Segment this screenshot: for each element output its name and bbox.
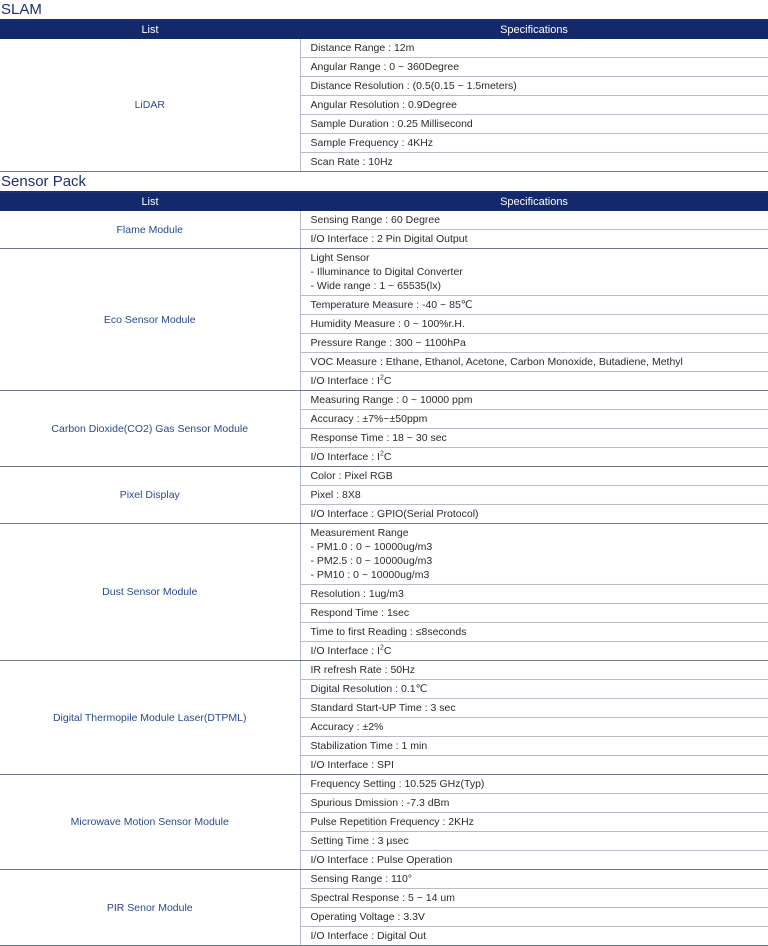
- spec-cell: Time to first Reading : ≤8seconds: [300, 623, 768, 642]
- spec-cell: [300, 249, 768, 296]
- spec-cell: Sensing Range : 60 Degree: [300, 211, 768, 230]
- table-row: [0, 775, 768, 794]
- module-name-dust: Dust Sensor Module: [0, 524, 300, 661]
- spec-cell: Sample Frequency : 4KHz: [300, 134, 768, 153]
- spec-cell: Spectral Response : 5 ~ 14 um: [300, 889, 768, 908]
- spec-cell: Sample Duration : 0.25 Millisecond: [300, 115, 768, 134]
- spec-cell: Pulse Repetition Frequency : 2KHz: [300, 813, 768, 832]
- spec-cell: [300, 524, 768, 585]
- table-row: [0, 39, 768, 58]
- slam-section-title: SLAM: [0, 0, 768, 21]
- spec-cell: Color : Pixel RGB: [300, 467, 768, 486]
- sensor-pack-table: [0, 193, 768, 946]
- table-row: [0, 391, 768, 410]
- spec-cell: Respond Time : 1sec: [300, 604, 768, 623]
- spec-cell: Pressure Range : 300 ~ 1100hPa: [300, 334, 768, 353]
- spec-cell: Measuring Range : 0 ~ 10000 ppm: [300, 391, 768, 410]
- spec-cell: Setting Time : 3 µsec: [300, 832, 768, 851]
- spec-text: Light Sensor - Illuminance to Digital Converter - Wide range : 1 ~ 65535(lx): [311, 251, 768, 293]
- spec-cell: I/O Interface : SPI: [300, 756, 768, 775]
- table-row: [0, 467, 768, 486]
- module-name-co2: Carbon Dioxide(CO2) Gas Sensor Module: [0, 391, 300, 467]
- spec-cell: Accuracy : ±7%~±50ppm: [300, 410, 768, 429]
- spec-cell: Spurious Dmission : -7.3 dBm: [300, 794, 768, 813]
- spec-cell: Digital Resolution : 0.1℃: [300, 680, 768, 699]
- module-name-eco: Eco Sensor Module: [0, 249, 300, 391]
- spec-cell: Sensing Range : 110°: [300, 870, 768, 889]
- column-header-specifications: Specifications: [300, 21, 768, 39]
- sensor-pack-section-title: Sensor Pack: [0, 172, 768, 193]
- spec-cell: Angular Range : 0 ~ 360Degree: [300, 58, 768, 77]
- table-header-row: [0, 21, 768, 39]
- table-row: [0, 661, 768, 680]
- table-row: [0, 249, 768, 296]
- table-row: [0, 870, 768, 889]
- table-row: [0, 524, 768, 585]
- spec-cell: IR refresh Rate : 50Hz: [300, 661, 768, 680]
- spec-cell: Angular Resolution : 0.9Degree: [300, 96, 768, 115]
- spec-cell: Accuracy : ±2%: [300, 718, 768, 737]
- spec-cell: Standard Start-UP Time : 3 sec: [300, 699, 768, 718]
- spec-cell: I/O Interface : Pulse Operation: [300, 851, 768, 870]
- spec-cell: Resolution : 1ug/m3: [300, 585, 768, 604]
- spec-cell: I/O Interface : $I^2C$: [300, 448, 768, 467]
- spec-cell: Temperature Measure : -40 ~ 85℃: [300, 296, 768, 315]
- module-name-microwave: Microwave Motion Sensor Module: [0, 775, 300, 870]
- spec-cell: I/O Interface : $I^2C$: [300, 642, 768, 661]
- slam-table: [0, 21, 768, 172]
- module-name-lidar: LiDAR: [0, 39, 300, 172]
- spec-text: Measurement Range - PM1.0 : 0 ~ 10000ug/m3 - PM2.5 : 0 ~ 10000ug/m3 - PM10 : 0 ~ 10000ug/m3: [311, 526, 768, 582]
- spec-cell: Stabilization Time : 1 min: [300, 737, 768, 756]
- module-name-pixel: Pixel Display: [0, 467, 300, 524]
- spec-cell: Scan Rate : 10Hz: [300, 153, 768, 172]
- spec-cell: VOC Measure : Ethane, Ethanol, Acetone, Carbon Monoxide, Butadiene, Methyl: [300, 353, 768, 372]
- spec-cell: I/O Interface : GPIO(Serial Protocol): [300, 505, 768, 524]
- spec-cell: Distance Resolution : (0.5(0.15 ~ 1.5meters): [300, 77, 768, 96]
- spec-cell: Frequency Setting : 10.525 GHz(Typ): [300, 775, 768, 794]
- spec-cell: I/O Interface : 2 Pin Digital Output: [300, 230, 768, 249]
- spec-cell: Pixel : 8X8: [300, 486, 768, 505]
- spec-cell: Humidity Measure : 0 ~ 100%r.H.: [300, 315, 768, 334]
- spec-cell: Response Time : 18 ~ 30 sec: [300, 429, 768, 448]
- spec-cell: I/O Interface : $I^2C$: [300, 372, 768, 391]
- column-header-list: List: [0, 21, 300, 39]
- module-name-pir: PIR Senor Module: [0, 870, 300, 946]
- column-header-specifications: Specifications: [300, 193, 768, 211]
- table-row: [0, 211, 768, 230]
- spec-cell: Distance Range : 12m: [300, 39, 768, 58]
- spec-cell: I/O Interface : Digital Out: [300, 927, 768, 946]
- module-name-flame: Flame Module: [0, 211, 300, 249]
- module-name-dtpml: Digital Thermopile Module Laser(DTPML): [0, 661, 300, 775]
- table-header-row: [0, 193, 768, 211]
- spec-cell: Operating Voltage : 3.3V: [300, 908, 768, 927]
- column-header-list: List: [0, 193, 300, 211]
